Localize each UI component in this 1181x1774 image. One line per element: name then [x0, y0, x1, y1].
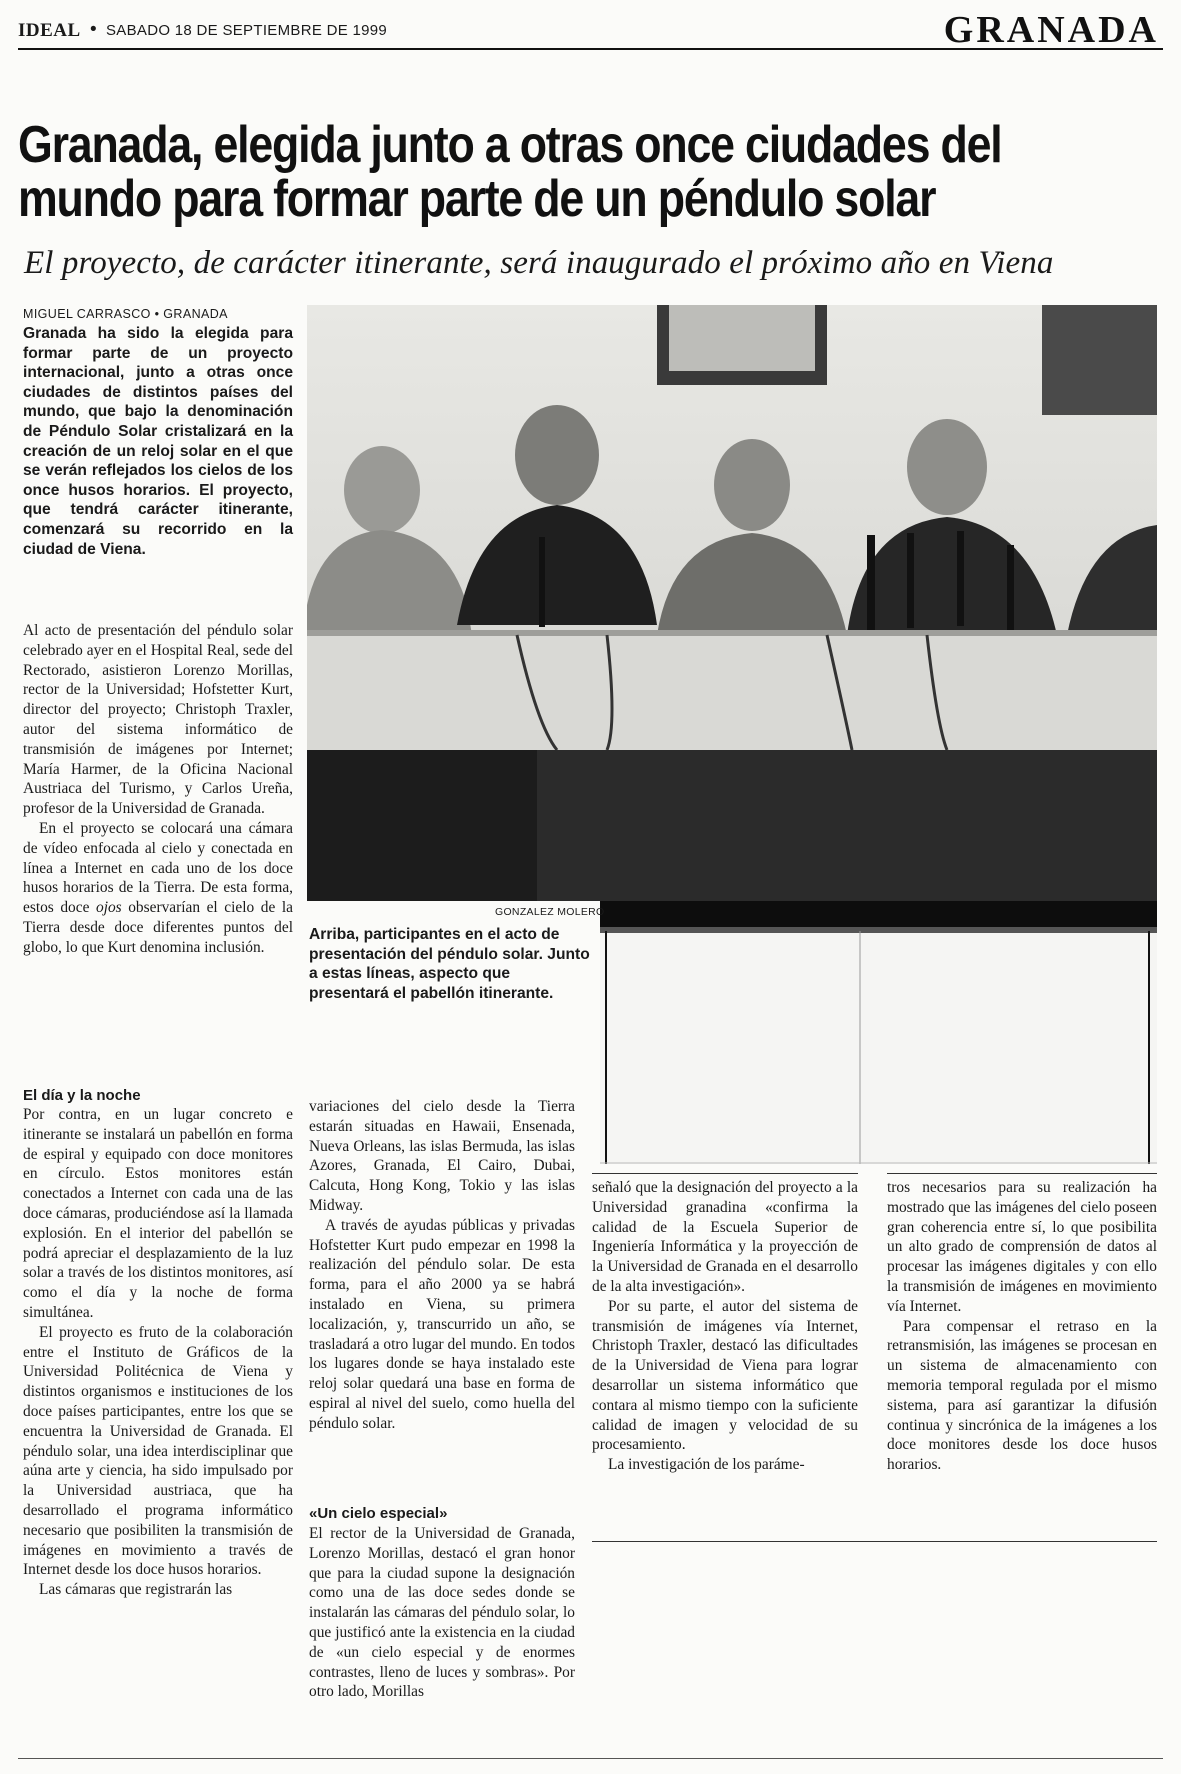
column-1-bottom: [23, 1105, 293, 1600]
paragraph: variaciones del cielo desde la Tierra estarán situadas en Hawaii, Ensenada, Nueva Orleans, las islas Bermuda, las islas Azores, Granada, El Cairo, Dubai, Calcuta, Hong Kong, Tokio y las islas Midway.: [309, 1098, 575, 1214]
column-rule: [592, 1173, 858, 1174]
press-conference-photo: [307, 305, 1157, 901]
lead-paragraph: Granada ha sido la elegida para formar parte de un proyecto internacional, junto a otras once ciudades de distintos países del mundo, que bajo la denominación de Péndulo Solar cristalizará en la creación de un reloj solar en el que se verán reflejados los cielos de los once husos horarios. El proyecto, que tendrá carácter itinerante, comenzará su recorrido en la ciudad de Viena.: [23, 325, 293, 558]
emphasis-text: ojos: [96, 899, 122, 917]
paragraph: La investigación de los paráme-: [608, 1456, 805, 1474]
paragraph-text: En el proyecto se colocará una cámara de vídeo enfocada al cielo y conectada en línea a Internet en cada uno de los doce husos horarios de la Tierra. De esta forma, estos doce: [23, 819, 293, 917]
paragraph: señaló que la designación del proyecto a la Universidad granadina «confirma la calidad de la Escuela Superior de Ingeniería Informática y la proyección de la Universidad de Granada en el desarrollo de la alta investigación».: [592, 1179, 858, 1295]
column-4: [887, 1178, 1157, 1475]
byline: MIGUEL CARRASCO • GRANADA: [23, 307, 228, 321]
subheading-day-night: El día y la noche: [23, 1087, 141, 1104]
masthead: [18, 9, 1163, 51]
section-title: GRANADA: [943, 9, 1159, 51]
newspaper-name: IDEAL: [18, 20, 81, 41]
page-bottom-rule: [18, 1758, 1163, 1759]
paragraph: Por contra, en un lugar concreto e itinerante se instalará un pabellón en forma de espiral y equipado con doce monitores en círculo. Estos monitores están conectados a Internet con cada una de las doce cámaras, produciéndose así la llamada explosión. En el interior del pabellón se podrá apreciar el desplazamiento de la luz solar a través de los distintos monitores, así como el día y la noche de forma simultánea.: [23, 1106, 293, 1321]
subheading-special-sky: «Un cielo especial»: [309, 1505, 448, 1522]
headline: [18, 118, 1162, 226]
issue-date: SABADO 18 DE SEPTIEMBRE DE 1999: [106, 22, 388, 39]
headline-line-2: mundo para formar parte de un péndulo solar: [18, 170, 936, 228]
column-2-top: [309, 1097, 575, 1434]
paragraph: Por su parte, el autor del sistema de transmisión de imágenes vía Internet, Christoph Traxler, destacó las dificultades de la Universidad de Viena para lograr desarrollar un sistema informático que contara al mismo tiempo con la suficiente calidad de imagen y velocidad de su procesamiento.: [592, 1297, 858, 1454]
paragraph: Para compensar el retraso en la retransmisión, las imágenes se procesan en un sistema de almacenamiento con memoria temporal regulada por el mismo sistema, para así garantizar la difusión continua y sincrónica de la imágenes a los doce monitores desde los doce husos horarios.: [887, 1317, 1157, 1474]
photo-illustration: [307, 305, 1157, 901]
masthead-separator: •: [90, 19, 97, 40]
headline-line-1: Granada, elegida junto a otras once ciudades del: [18, 116, 1002, 174]
column-3: [592, 1178, 858, 1475]
paragraph: tros necesarios para su realización ha mostrado que las imágenes del cielo poseen gran coherencia entre sí, lo que posibilita un alto grado de comprensión de datos al procesar las imágenes digitales y con ello la transmisión de imágenes en movimiento vía Internet.: [887, 1179, 1157, 1315]
paragraph-text: observarían el cielo de la Tierra desde doce diferentes puntos del globo, lo que Kurt denomina inclusión.: [23, 899, 293, 956]
paragraph: A través de ayudas públicas y privadas Hofstetter Kurt pudo empezar en 1998 la realización del péndulo solar. De esta forma, para el año 2000 ya se habrá instalado en Viena, su primera localización, y, transcurrido un año, se trasladará a otro lugar del mundo. En todos los lugares donde se haya instalado este reloj solar quedará una base en forma de espiral al nivel del suelo, como huella del péndulo solar.: [309, 1216, 575, 1432]
paragraph: [23, 819, 293, 958]
paragraph: Las cámaras que registrarán las: [39, 1581, 233, 1599]
subtitle: El proyecto, de carácter itinerante, será inaugurado el próximo año en Viena: [24, 245, 1054, 281]
bottom-rule: [592, 1541, 1157, 1542]
photo-credit: GONZALEZ MOLERO: [495, 906, 605, 918]
column-1-top: [23, 621, 293, 958]
paragraph: El rector de la Universidad de Granada, Lorenzo Morillas, destacó el gran honor que para la ciudad supone la designación como una de las doce sedes donde se instalarán las cámaras del péndulo solar, lo que justificó ante la existencia en la ciudad de «un cielo especial y de enormes contrastes, lleno de luces y sombras». Por otro lado, Morillas: [309, 1525, 575, 1701]
column-rule: [887, 1173, 1157, 1174]
paragraph: Al acto de presentación del péndulo solar celebrado ayer en el Hospital Real, sede del Rectorado, asistieron Lorenzo Morillas, rector de la Universidad; Hofstetter Kurt, director del proyecto; Christoph Traxler, autor del sistema informático de transmisión de imágenes por Internet; María Harmer, de la Oficina Nacional Austriaca del Turismo, y Carlos Ureña, profesor de la Universidad de Granada.: [23, 622, 293, 818]
photo-caption: Arriba, participantes en el acto de presentación del péndulo solar. Junto a estas líneas, aspecto que presentará el pabellón itinerante.: [309, 926, 590, 1002]
column-2-bottom: [309, 1524, 575, 1702]
pavilion-illustration: [600, 901, 1157, 1164]
paragraph: El proyecto es fruto de la colaboración entre el Instituto de Gráficos de la Universidad Politécnica de Viena y distintos organismos e instituciones de los doce países participantes, entre los que se encuentra la Universidad de Granada. El péndulo solar, una idea interdisciplinar que aúna arte y ciencia, ha sido impulsado por la Universidad austriaca, que ha desarrollado el programa informático necesario que posibiliten la transmisión de imágenes en movimiento a través de Internet desde los doce husos horarios.: [23, 1323, 293, 1579]
pavilion-drawing: [600, 901, 1157, 1164]
